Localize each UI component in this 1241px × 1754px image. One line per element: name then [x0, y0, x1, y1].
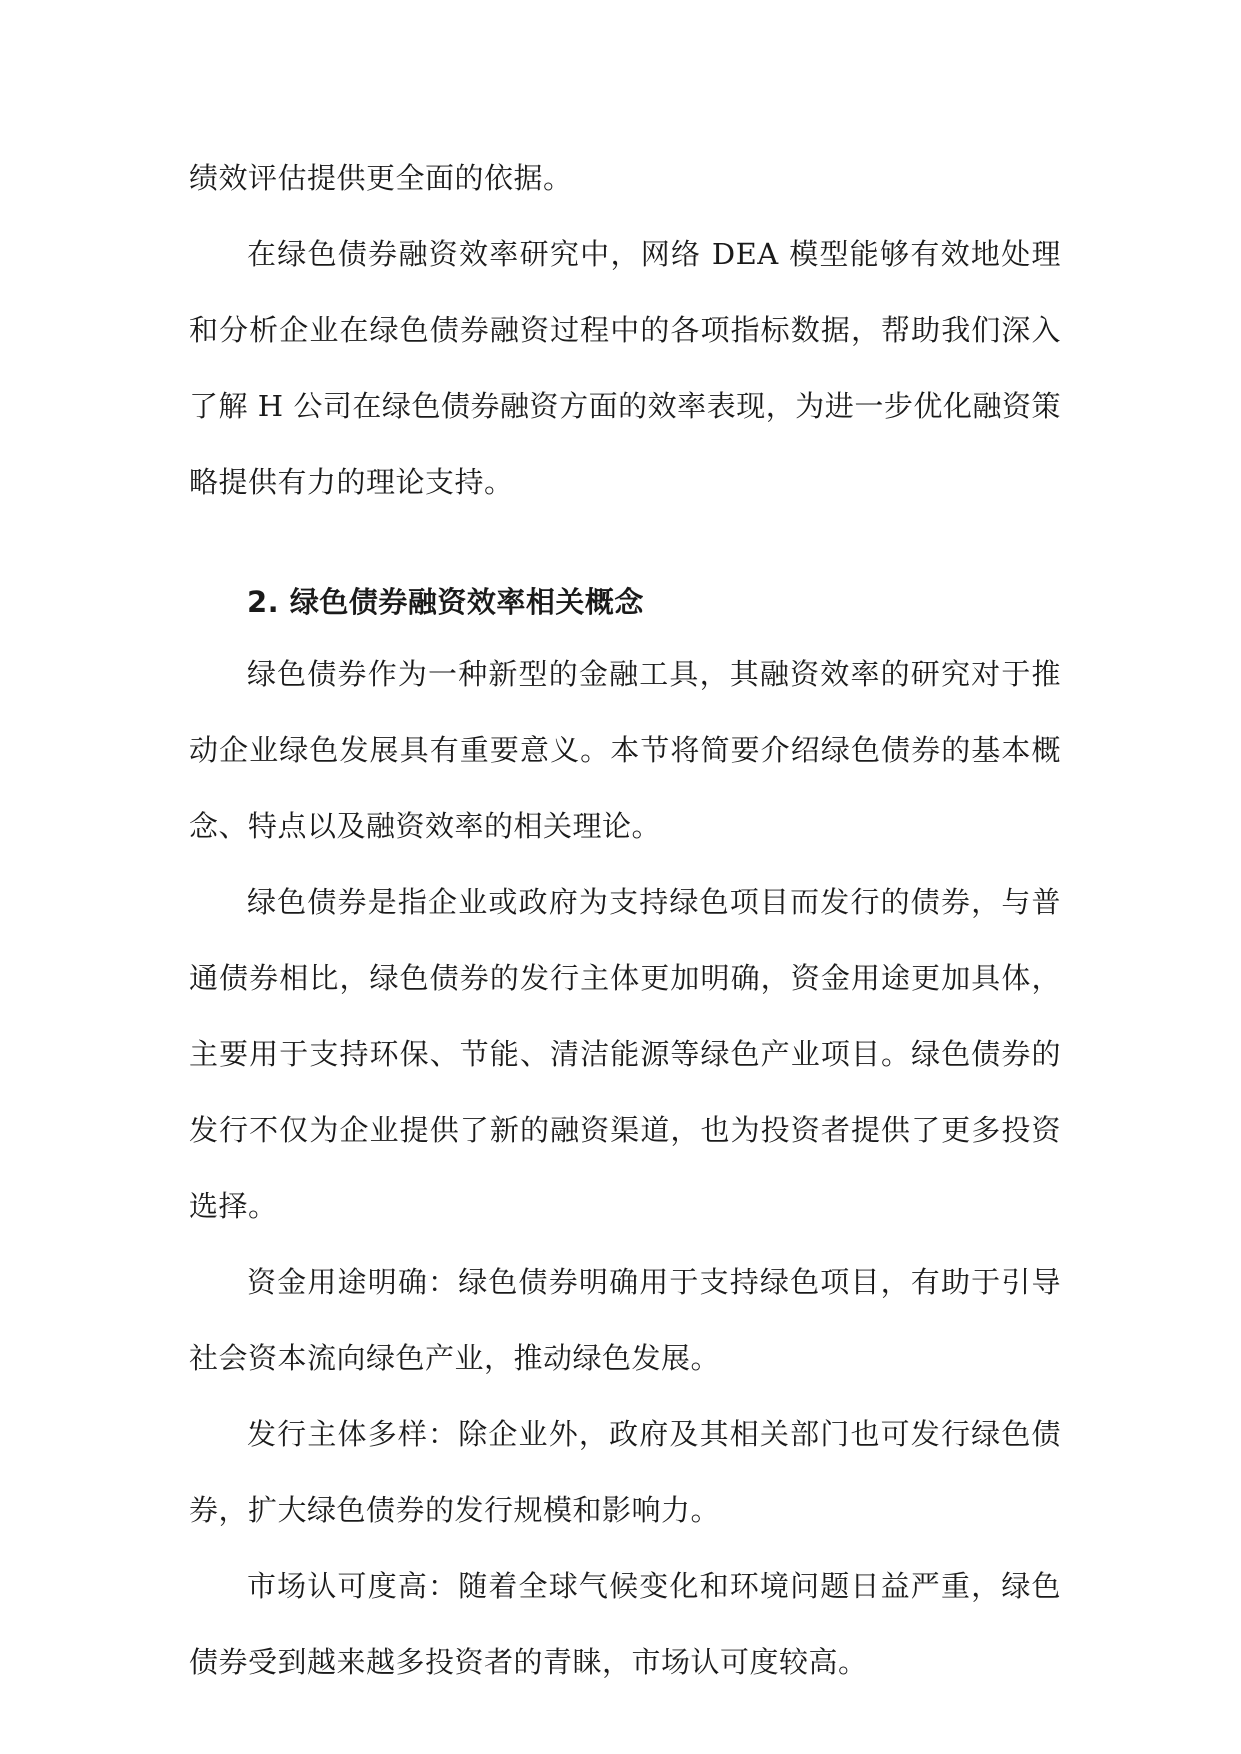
section-number: 2.: [247, 585, 280, 619]
paragraph-definition: 绿色债券是指企业或政府为支持绿色项目而发行的债券，与普通债券相比，绿色债券的发行主体更加明确，资金用途更加具体，主要用于支持环保、节能、清洁能源等绿色产业项目。绿色债券的发行不仅为企业提供了新的融资渠道，也为投资者提供了更多投资选择。: [189, 885, 1061, 1223]
section-heading: [189, 582, 1061, 636]
paragraph-feature-recognition: 市场认可度高：随着全球气候变化和环境问题日益严重，绿色债券受到越来越多投资者的青睐，市场认可度较高。: [189, 1569, 1061, 1679]
paragraph-feature-issuers: 发行主体多样：除企业外，政府及其相关部门也可发行绿色债券，扩大绿色债券的发行规模和影响力。: [189, 1417, 1061, 1527]
paragraph-feature-funds-use: 资金用途明确：绿色债券明确用于支持绿色项目，有助于引导社会资本流向绿色产业，推动绿色发展。: [189, 1265, 1061, 1375]
paragraph-continuation: 绩效评估提供更全面的依据。: [189, 161, 573, 195]
paragraph-dea-model: 在绿色债券融资效率研究中，网络 DEA 模型能够有效地处理和分析企业在绿色债券融资过程中的各项指标数据，帮助我们深入了解 H 公司在绿色债券融资方面的效率表现，为进一步优化融资策略提供有力的理论支持。: [189, 237, 1061, 499]
paragraph-intro: 绿色债券作为一种新型的金融工具，其融资效率的研究对于推动企业绿色发展具有重要意义。本节将简要介绍绿色债券的基本概念、特点以及融资效率的相关理论。: [189, 657, 1061, 843]
document-page: [189, 140, 1061, 1700]
section-title: 绿色债券融资效率相关概念: [289, 585, 644, 619]
